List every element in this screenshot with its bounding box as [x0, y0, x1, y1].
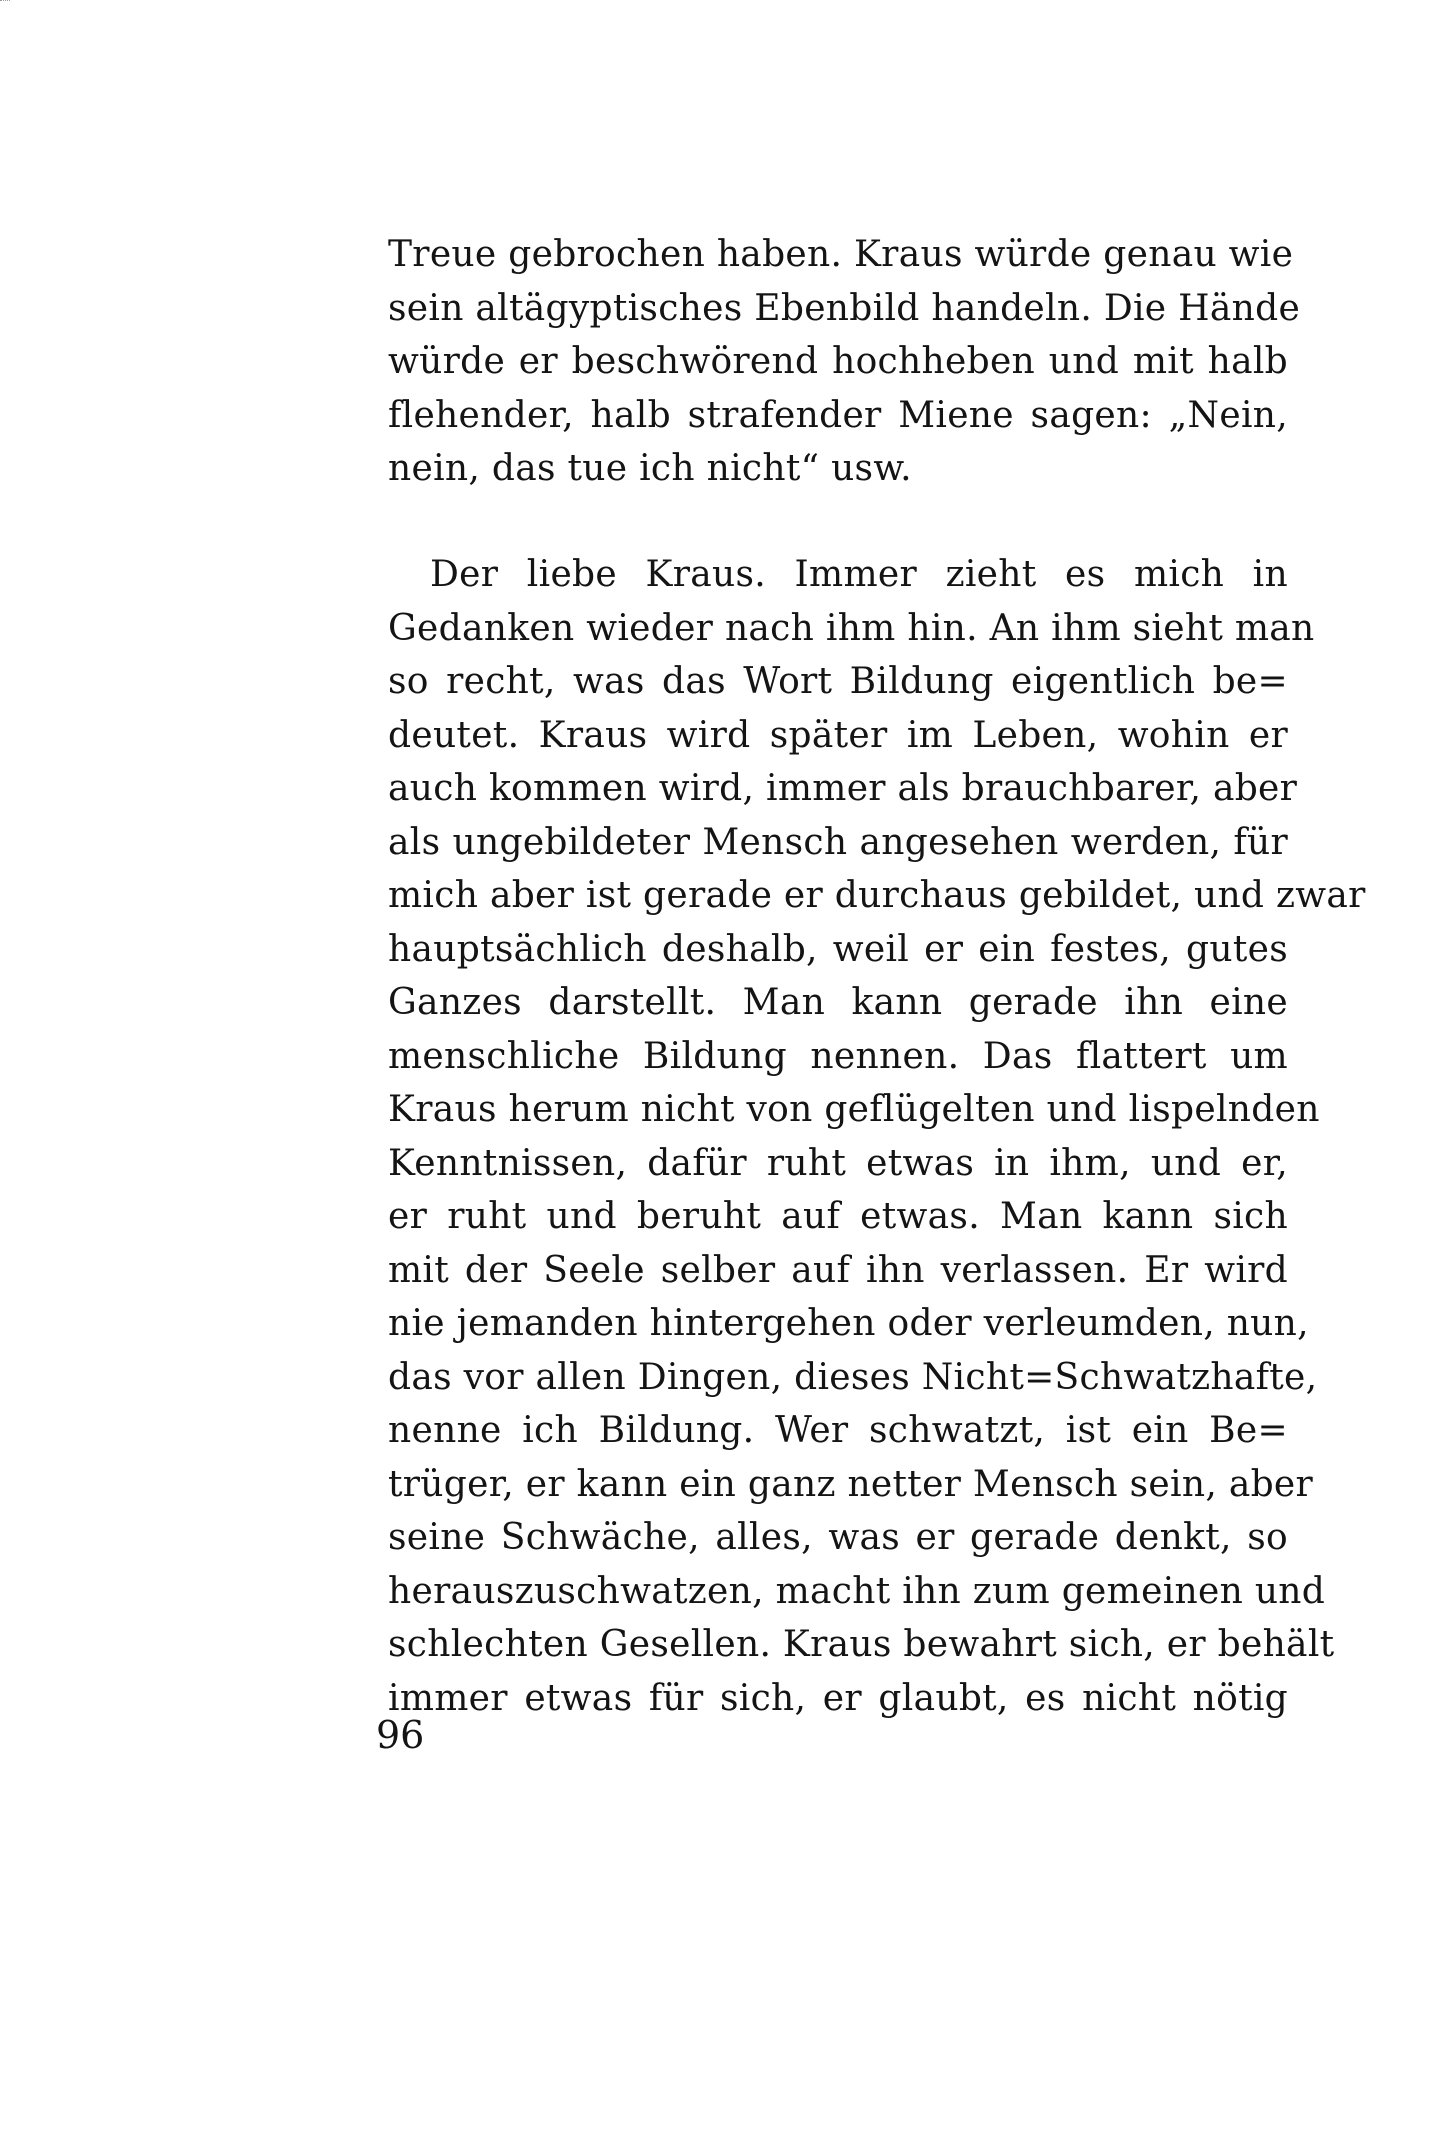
- text-line: nein, das tue ich nicht“ usw.: [388, 448, 912, 489]
- text-line: deutet. Kraus wird später im Leben, wohin er: [388, 714, 1288, 756]
- text-line: Gedanken wieder nach ihm hin. An ihm sieht man: [388, 607, 1315, 649]
- text-line: flehender, halb strafender Miene sagen: „Nein,: [388, 394, 1288, 436]
- text-line: auch kommen wird, immer als brauchbarer, aber: [388, 768, 1298, 809]
- text-line: Kenntnissen, dafür ruht etwas in ihm, und er,: [388, 1142, 1288, 1184]
- text-line: als ungebildeter Mensch angesehen werden, für: [388, 821, 1288, 863]
- paragraph-2: [388, 548, 1366, 1725]
- text-line: Kraus herum nicht von geflügelten und lispelnden: [388, 1089, 1320, 1130]
- text-line: sein altägyptisches Ebenbild handeln. Die Hände: [388, 287, 1301, 329]
- text-line: so recht, was das Wort Bildung eigentlich be=: [388, 661, 1288, 702]
- text-line: nenne ich Bildung. Wer schwatzt, ist ein Be=: [388, 1410, 1288, 1451]
- text-line: seine Schwäche, alles, was er gerade denkt, so: [388, 1517, 1288, 1558]
- text-line: mich aber ist gerade er durchaus gebildet, und zwar: [388, 875, 1366, 916]
- text-line: herauszuschwatzen, macht ihn zum gemeinen und: [388, 1570, 1326, 1612]
- text-line: hauptsächlich deshalb, weil er ein festes, gutes: [388, 928, 1288, 970]
- text-line: Ganzes darstellt. Man kann gerade ihn eine: [388, 982, 1288, 1023]
- text-line: würde er beschwörend hochheben und mit halb: [388, 341, 1288, 382]
- text-line: schlechten Gesellen. Kraus bewahrt sich, er behält: [388, 1624, 1335, 1665]
- page-number: 96: [376, 1713, 425, 1757]
- scan-mark: [0, 0, 10, 5]
- text-line: er ruht und beruht auf etwas. Man kann sich: [388, 1196, 1288, 1237]
- text-line: trüger, er kann ein ganz netter Mensch sein, aber: [388, 1463, 1314, 1505]
- text-line: mit der Seele selber auf ihn verlassen. Er wird: [388, 1249, 1288, 1291]
- text-line: menschliche Bildung nennen. Das flattert um: [388, 1035, 1288, 1077]
- text-line: nie jemanden hintergehen oder verleumden, nun,: [388, 1303, 1309, 1344]
- text-line: Treue gebrochen haben. Kraus würde genau wie: [388, 234, 1294, 275]
- text-line: Der liebe Kraus. Immer zieht es mich in: [430, 554, 1288, 595]
- paragraph-1: [388, 228, 1301, 496]
- text-line: immer etwas für sich, er glaubt, es nicht nötig: [388, 1677, 1288, 1719]
- text-line: das vor allen Dingen, dieses Nicht=Schwatzhafte,: [388, 1356, 1318, 1398]
